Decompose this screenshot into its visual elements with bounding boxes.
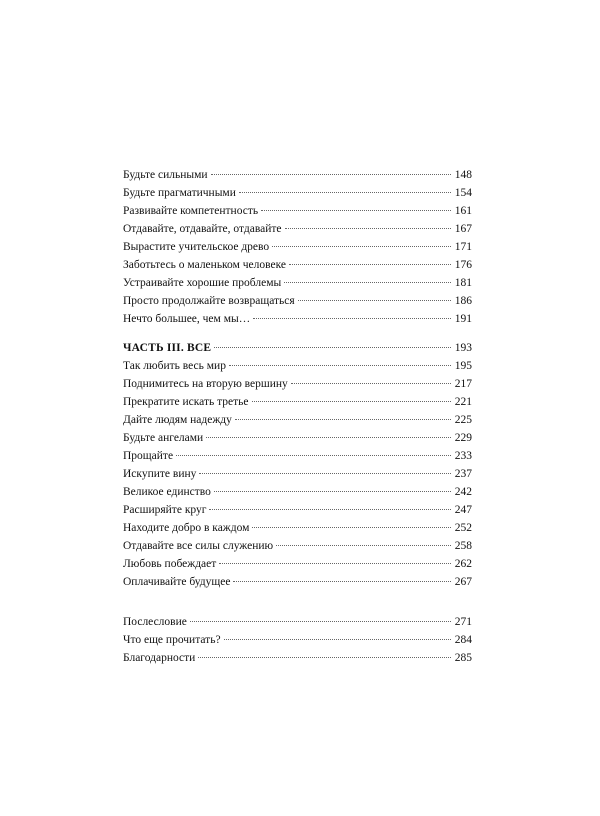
toc-entry[interactable] <box>123 166 472 184</box>
toc-entry[interactable] <box>123 393 472 411</box>
toc-entry[interactable] <box>123 631 472 649</box>
toc-entry-title: Просто продолжайте возвращаться <box>123 295 295 307</box>
dot-leader <box>289 263 451 265</box>
toc-entry[interactable] <box>123 537 472 555</box>
toc-entry-page: 229 <box>454 432 472 444</box>
toc-entry-page: 233 <box>454 450 472 462</box>
toc-entry-title: Прощайте <box>123 450 174 462</box>
toc-entry-page: 167 <box>454 223 472 235</box>
toc-entry[interactable] <box>123 184 472 202</box>
toc-entry[interactable] <box>123 465 472 483</box>
toc-entry-page: 181 <box>454 277 472 289</box>
toc-entry-page: 161 <box>454 205 472 217</box>
toc-entry-title: Устраивайте хорошие проблемы <box>123 277 282 289</box>
dot-leader <box>176 454 451 456</box>
toc-entry-page: 285 <box>454 652 472 664</box>
toc-entry[interactable] <box>123 613 472 631</box>
toc-group-chapters <box>123 166 472 328</box>
toc-entry-title: Искупите вину <box>123 468 197 480</box>
dot-leader <box>229 364 451 366</box>
toc-entry[interactable] <box>123 274 472 292</box>
toc-entry-title: Поднимитесь на вторую вершину <box>123 378 288 390</box>
dot-leader <box>211 173 451 175</box>
toc-entry[interactable] <box>123 519 472 537</box>
toc-entry-page: 242 <box>454 486 472 498</box>
toc-entry-page: 221 <box>454 396 472 408</box>
toc-group-part3-chapters <box>123 357 472 591</box>
dot-leader <box>239 191 451 193</box>
dot-leader <box>190 620 451 622</box>
toc-entry-page: 148 <box>454 169 472 181</box>
toc-entry[interactable] <box>123 202 472 220</box>
dot-leader <box>285 227 452 229</box>
toc-entry-title: Будьте сильными <box>123 169 208 181</box>
toc-entry-page: 154 <box>454 187 472 199</box>
dot-leader <box>261 209 451 211</box>
dot-leader <box>219 562 451 564</box>
dot-leader <box>209 508 451 510</box>
toc-entry[interactable] <box>123 649 472 667</box>
table-of-contents <box>123 166 472 667</box>
dot-leader <box>206 436 451 438</box>
dot-leader <box>214 346 451 348</box>
toc-entry-title: Расширяйте круг <box>123 504 207 516</box>
dot-leader <box>233 580 451 582</box>
toc-entry-title: Прекратите искать третье <box>123 396 249 408</box>
toc-entry-title: Дайте людям надежду <box>123 414 232 426</box>
toc-entry-page: 284 <box>454 634 472 646</box>
toc-entry[interactable] <box>123 573 472 591</box>
dot-leader <box>291 382 451 384</box>
toc-entry[interactable] <box>123 501 472 519</box>
toc-entry-page: 271 <box>454 616 472 628</box>
toc-entry-title: Будьте ангелами <box>123 432 204 444</box>
toc-entry-page: 247 <box>454 504 472 516</box>
dot-leader <box>276 544 451 546</box>
toc-entry[interactable] <box>123 256 472 274</box>
dot-leader <box>252 526 451 528</box>
toc-group-backmatter <box>123 613 472 667</box>
toc-entry-title: Так любить весь мир <box>123 360 226 372</box>
toc-entry-page: 262 <box>454 558 472 570</box>
toc-entry-title: Вырастите учительское древо <box>123 241 270 253</box>
toc-entry-page: 258 <box>454 540 472 552</box>
dot-leader <box>272 245 451 247</box>
toc-entry[interactable] <box>123 292 472 310</box>
toc-entry-title: Находите добро в каждом <box>123 522 250 534</box>
toc-entry[interactable] <box>123 220 472 238</box>
toc-entry-page: 195 <box>454 360 472 372</box>
toc-entry-title: Развивайте компетентность <box>123 205 259 217</box>
dot-leader <box>298 299 451 301</box>
toc-entry-title: Будьте прагматичными <box>123 187 236 199</box>
toc-entry[interactable] <box>123 429 472 447</box>
toc-entry-title: Заботьтесь о маленьком человеке <box>123 259 286 271</box>
toc-entry-title: Нечто большее, чем мы… <box>123 313 251 325</box>
dot-leader <box>235 418 451 420</box>
toc-entry-title: Любовь побеждает <box>123 558 217 570</box>
toc-entry-page: 171 <box>454 241 472 253</box>
toc-entry-page: 191 <box>454 313 472 325</box>
dot-leader <box>253 317 451 319</box>
toc-entry-title: Благодарности <box>123 652 196 664</box>
toc-entry-page: 252 <box>454 522 472 534</box>
part-page: 193 <box>454 342 472 354</box>
dot-leader <box>252 400 451 402</box>
dot-leader <box>284 281 451 283</box>
toc-entry-page: 225 <box>454 414 472 426</box>
toc-entry-page: 186 <box>454 295 472 307</box>
toc-entry[interactable] <box>123 483 472 501</box>
toc-part-heading[interactable] <box>123 339 472 357</box>
toc-entry-title: Что еще прочитать? <box>123 634 221 646</box>
toc-entry[interactable] <box>123 555 472 573</box>
toc-entry[interactable] <box>123 238 472 256</box>
toc-entry[interactable] <box>123 411 472 429</box>
toc-entry[interactable] <box>123 310 472 328</box>
toc-entry-page: 176 <box>454 259 472 271</box>
toc-entry-title: Отдавайте, отдавайте, отдавайте <box>123 223 282 235</box>
toc-entry[interactable] <box>123 447 472 465</box>
toc-entry[interactable] <box>123 375 472 393</box>
spacer <box>123 328 472 339</box>
toc-entry-title: Великое единство <box>123 486 211 498</box>
dot-leader <box>199 472 451 474</box>
toc-entry-title: Отдавайте все силы служению <box>123 540 274 552</box>
toc-entry-page: 237 <box>454 468 472 480</box>
toc-entry-title: Оплачивайте будущее <box>123 576 231 588</box>
toc-entry-page: 217 <box>454 378 472 390</box>
toc-entry-page: 267 <box>454 576 472 588</box>
dot-leader <box>224 638 451 640</box>
part-title: ЧАСТЬ III. ВСЕ <box>123 342 212 354</box>
toc-entry[interactable] <box>123 357 472 375</box>
dot-leader <box>198 656 451 658</box>
toc-entry-title: Послесловие <box>123 616 187 628</box>
dot-leader <box>214 490 451 492</box>
spacer <box>123 591 472 613</box>
